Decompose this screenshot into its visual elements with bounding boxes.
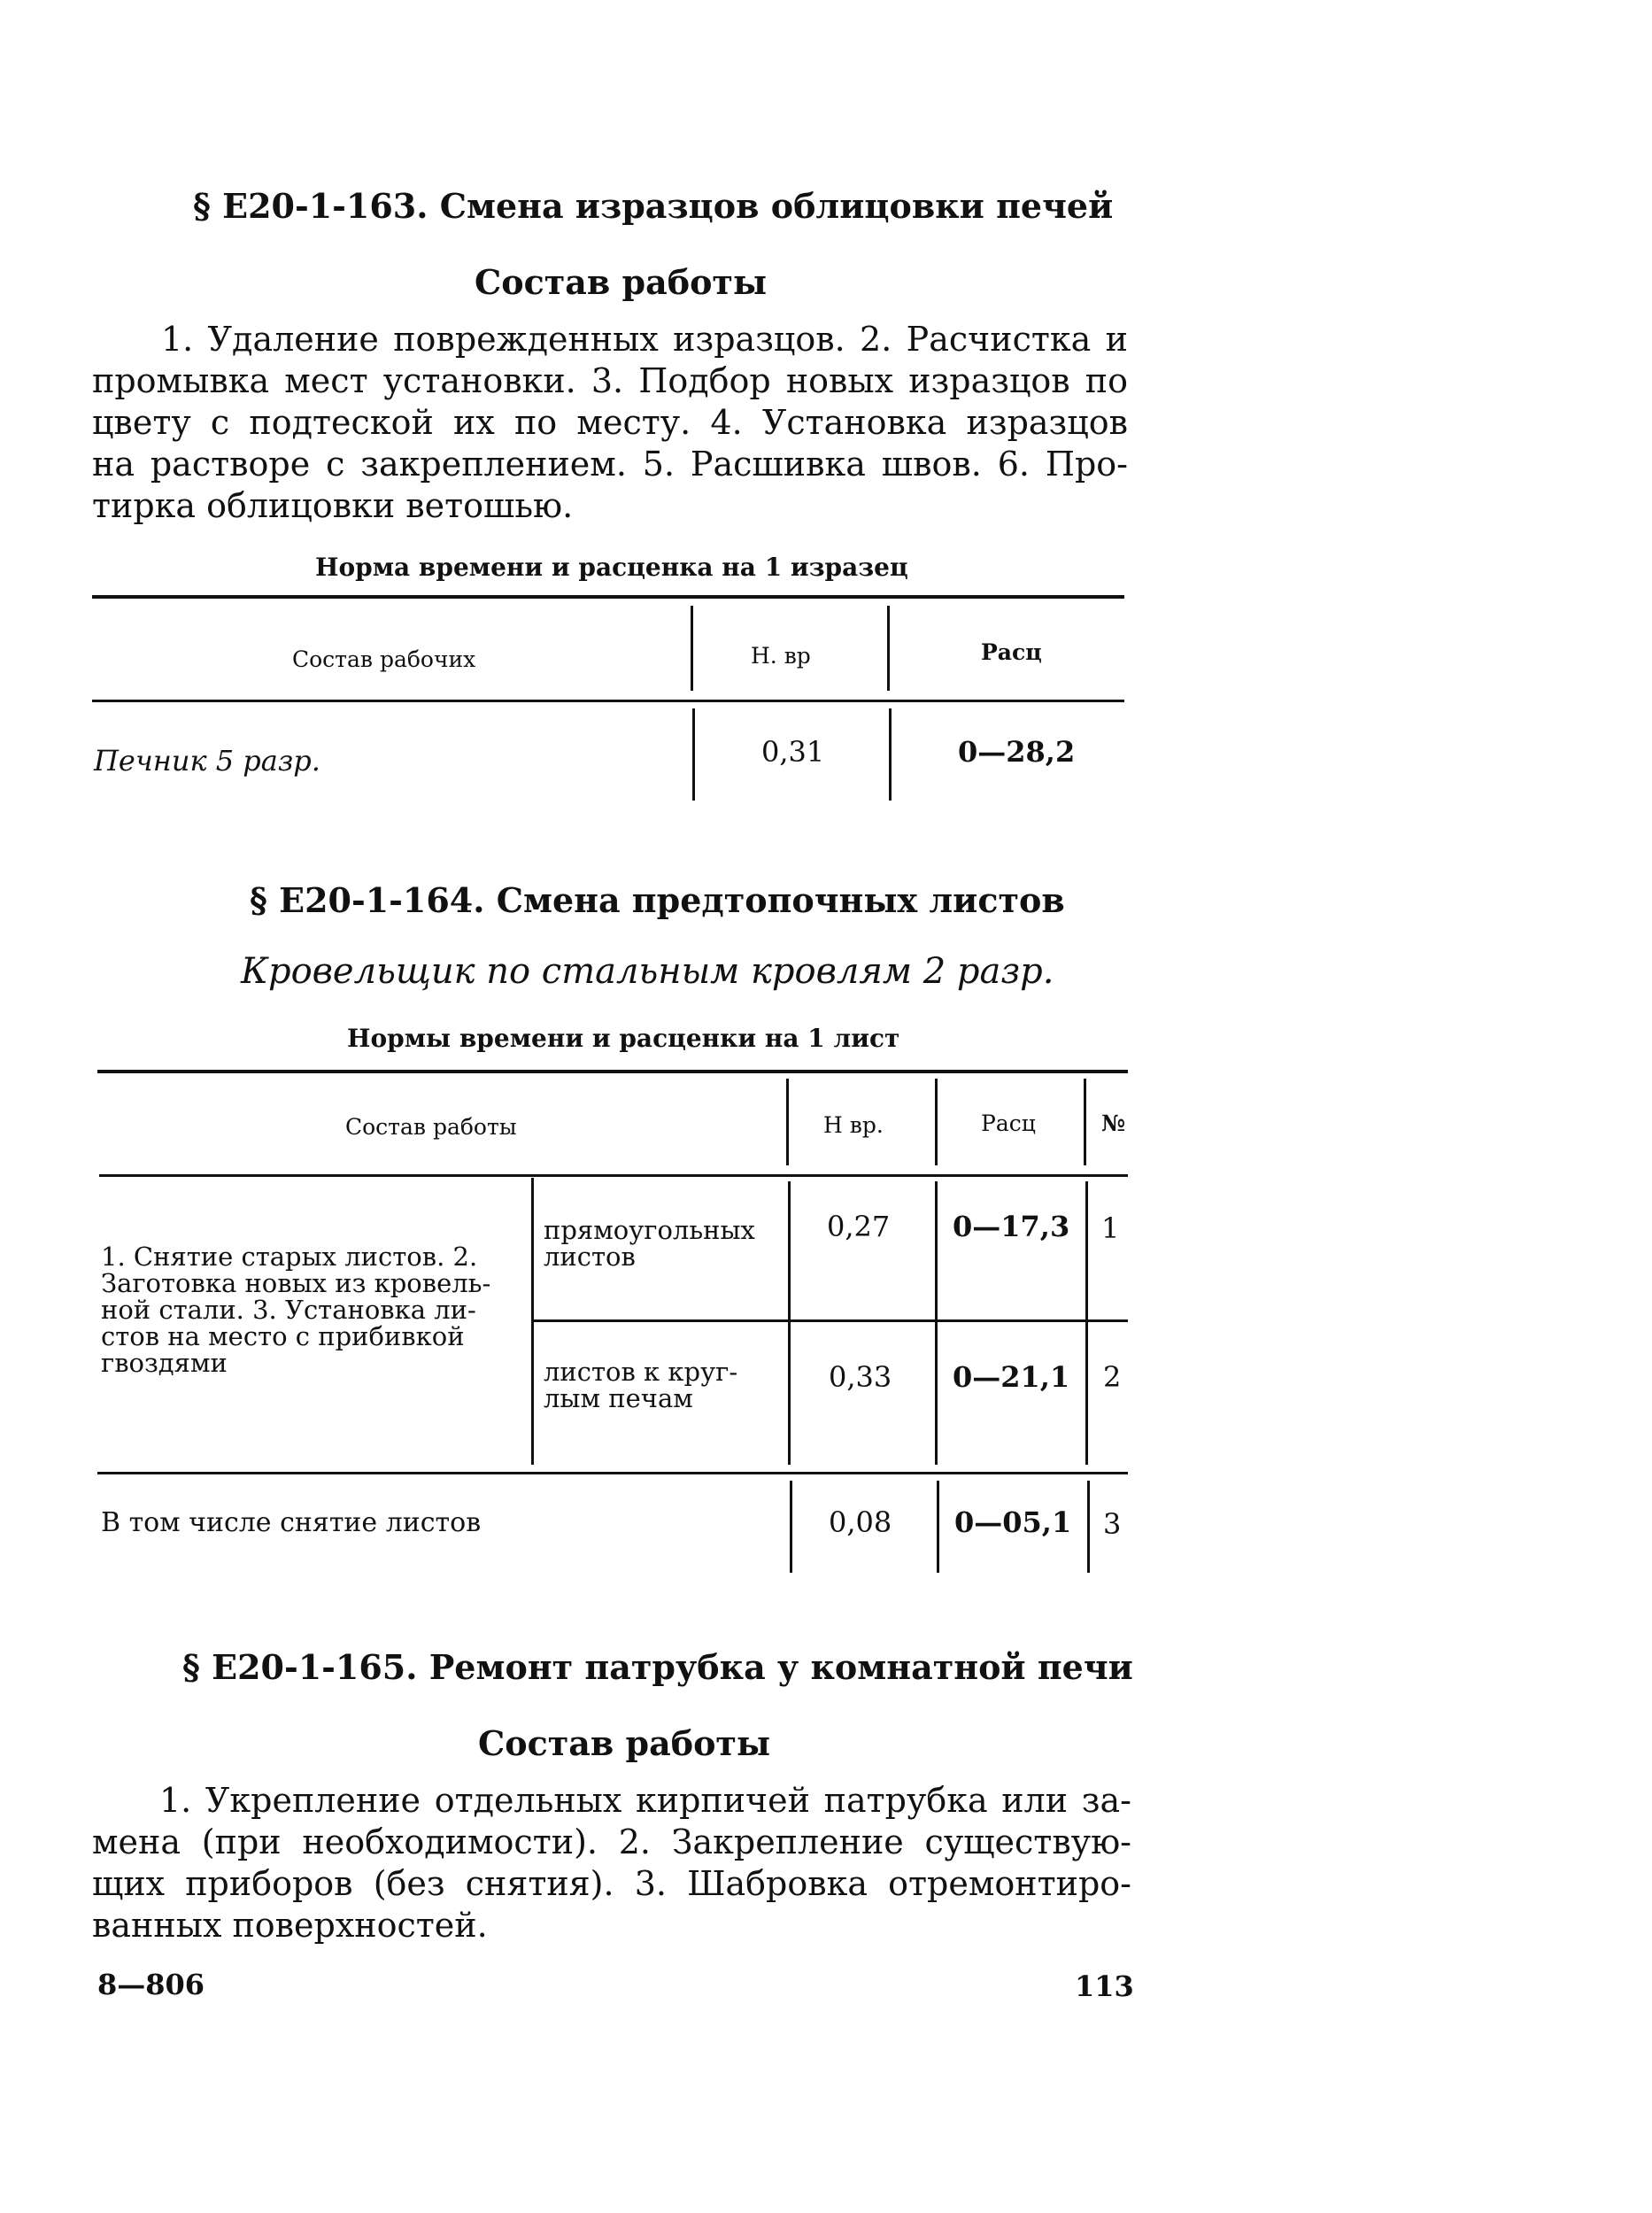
text-line: цвету с подтеской их по месту. 4. Установка изразцов — [92, 403, 1128, 442]
work-composition-title: Состав работы — [475, 262, 768, 302]
row-divider — [533, 1319, 1128, 1322]
column-header-work: Состав работы — [345, 1114, 517, 1140]
text-line: щих приборов (без снятия). 3. Шабровка отремонтиро- — [92, 1864, 1131, 1903]
column-header-norm: Н вр. — [823, 1112, 884, 1138]
work-composition-text — [92, 1780, 1131, 1946]
text-line: 1. Удаление поврежденных изразцов. 2. Расчистка и — [161, 320, 1128, 359]
work-composition-text — [92, 319, 1128, 527]
column-divider — [889, 708, 892, 801]
table-row-number: 1 — [1101, 1211, 1120, 1245]
column-divider — [935, 1079, 938, 1165]
table-header-rule — [92, 700, 1124, 702]
print-signature: 8—806 — [97, 1968, 205, 2001]
table-caption: Норма времени и расценка на 1 изразец — [315, 553, 908, 582]
column-divider — [1084, 1079, 1086, 1165]
text-line: на растворе с закреплением. 5. Расшивка швов. 6. Про- — [92, 445, 1128, 484]
table-top-rule — [92, 595, 1124, 599]
text-line: ванных поверхностей. — [92, 1906, 488, 1945]
column-divider — [531, 1178, 534, 1465]
text-line: Заготовка новых из кровель- — [101, 1268, 491, 1298]
column-header-number: № — [1101, 1110, 1126, 1136]
table-row-subtype — [544, 1358, 737, 1412]
section-heading-163: § E20-1-163. Смена изразцов облицовки печей — [193, 186, 1114, 226]
table-row-rate: 0—28,2 — [958, 735, 1076, 769]
table-group-rule — [97, 1472, 1128, 1474]
table-row-worker: Печник 5 разр. — [94, 744, 320, 778]
column-header-norm: Н. вр — [751, 643, 811, 669]
table-row-rate: 0—21,1 — [953, 1360, 1070, 1394]
table-row-subtype — [544, 1217, 755, 1270]
text-line: стов на место с прибивкой — [101, 1321, 465, 1351]
text-line: тирка облицовки ветошью. — [92, 486, 574, 525]
column-divider — [790, 1481, 792, 1573]
column-divider — [692, 708, 695, 801]
total-row-norm: 0,08 — [829, 1505, 892, 1539]
table-row-norm: 0,31 — [761, 735, 825, 769]
column-header-rate: Расц — [981, 639, 1042, 665]
column-divider — [1087, 1481, 1090, 1573]
column-divider — [1085, 1181, 1088, 1465]
work-composition-title: Состав работы — [478, 1723, 771, 1763]
table-header-rule — [99, 1174, 1128, 1177]
text-line: лым печам — [544, 1383, 693, 1413]
column-header-rate: Расц — [981, 1110, 1036, 1136]
text-line: листов к круг- — [544, 1357, 738, 1387]
text-line: гвоздями — [101, 1348, 228, 1378]
column-header-workers: Состав рабочих — [292, 646, 476, 672]
text-line: прямоугольных — [544, 1215, 755, 1245]
text-line: 1. Снятие старых листов. 2. — [101, 1242, 478, 1272]
table-caption: Нормы времени и расценки на 1 лист — [347, 1024, 900, 1053]
table-row-number: 2 — [1103, 1360, 1122, 1394]
column-divider — [887, 606, 890, 691]
page-number: 113 — [1075, 1969, 1134, 2003]
table-top-rule — [97, 1070, 1128, 1073]
section-heading-165: § E20-1-165. Ремонт патрубка у комнатной печи — [182, 1647, 1133, 1687]
column-divider — [788, 1181, 791, 1465]
worker-subtitle: Кровельщик по стальным кровлям 2 разр. — [241, 951, 1054, 992]
section-heading-164: § E20-1-164. Смена предтопочных листов — [250, 880, 1065, 920]
column-divider — [691, 606, 693, 691]
table-row-rate: 0—17,3 — [953, 1210, 1070, 1243]
column-divider — [937, 1481, 939, 1573]
text-line: листов — [544, 1242, 636, 1272]
work-group-label — [101, 1243, 490, 1376]
text-line: промывка мест установки. 3. Подбор новых изразцов по — [92, 361, 1128, 400]
column-divider — [935, 1181, 938, 1465]
table-row-norm: 0,27 — [827, 1210, 891, 1243]
text-line: ной стали. 3. Установка ли- — [101, 1295, 476, 1325]
column-divider — [786, 1079, 789, 1165]
text-line: 1. Укрепление отдельных кирпичей патрубка или за- — [159, 1781, 1131, 1820]
total-row-label: В том числе снятие листов — [101, 1507, 482, 1538]
total-row-number: 3 — [1103, 1507, 1122, 1541]
table-row-norm: 0,33 — [829, 1360, 892, 1394]
text-line: мена (при необходимости). 2. Закрепление существую- — [92, 1822, 1131, 1861]
total-row-rate: 0—05,1 — [954, 1505, 1072, 1539]
